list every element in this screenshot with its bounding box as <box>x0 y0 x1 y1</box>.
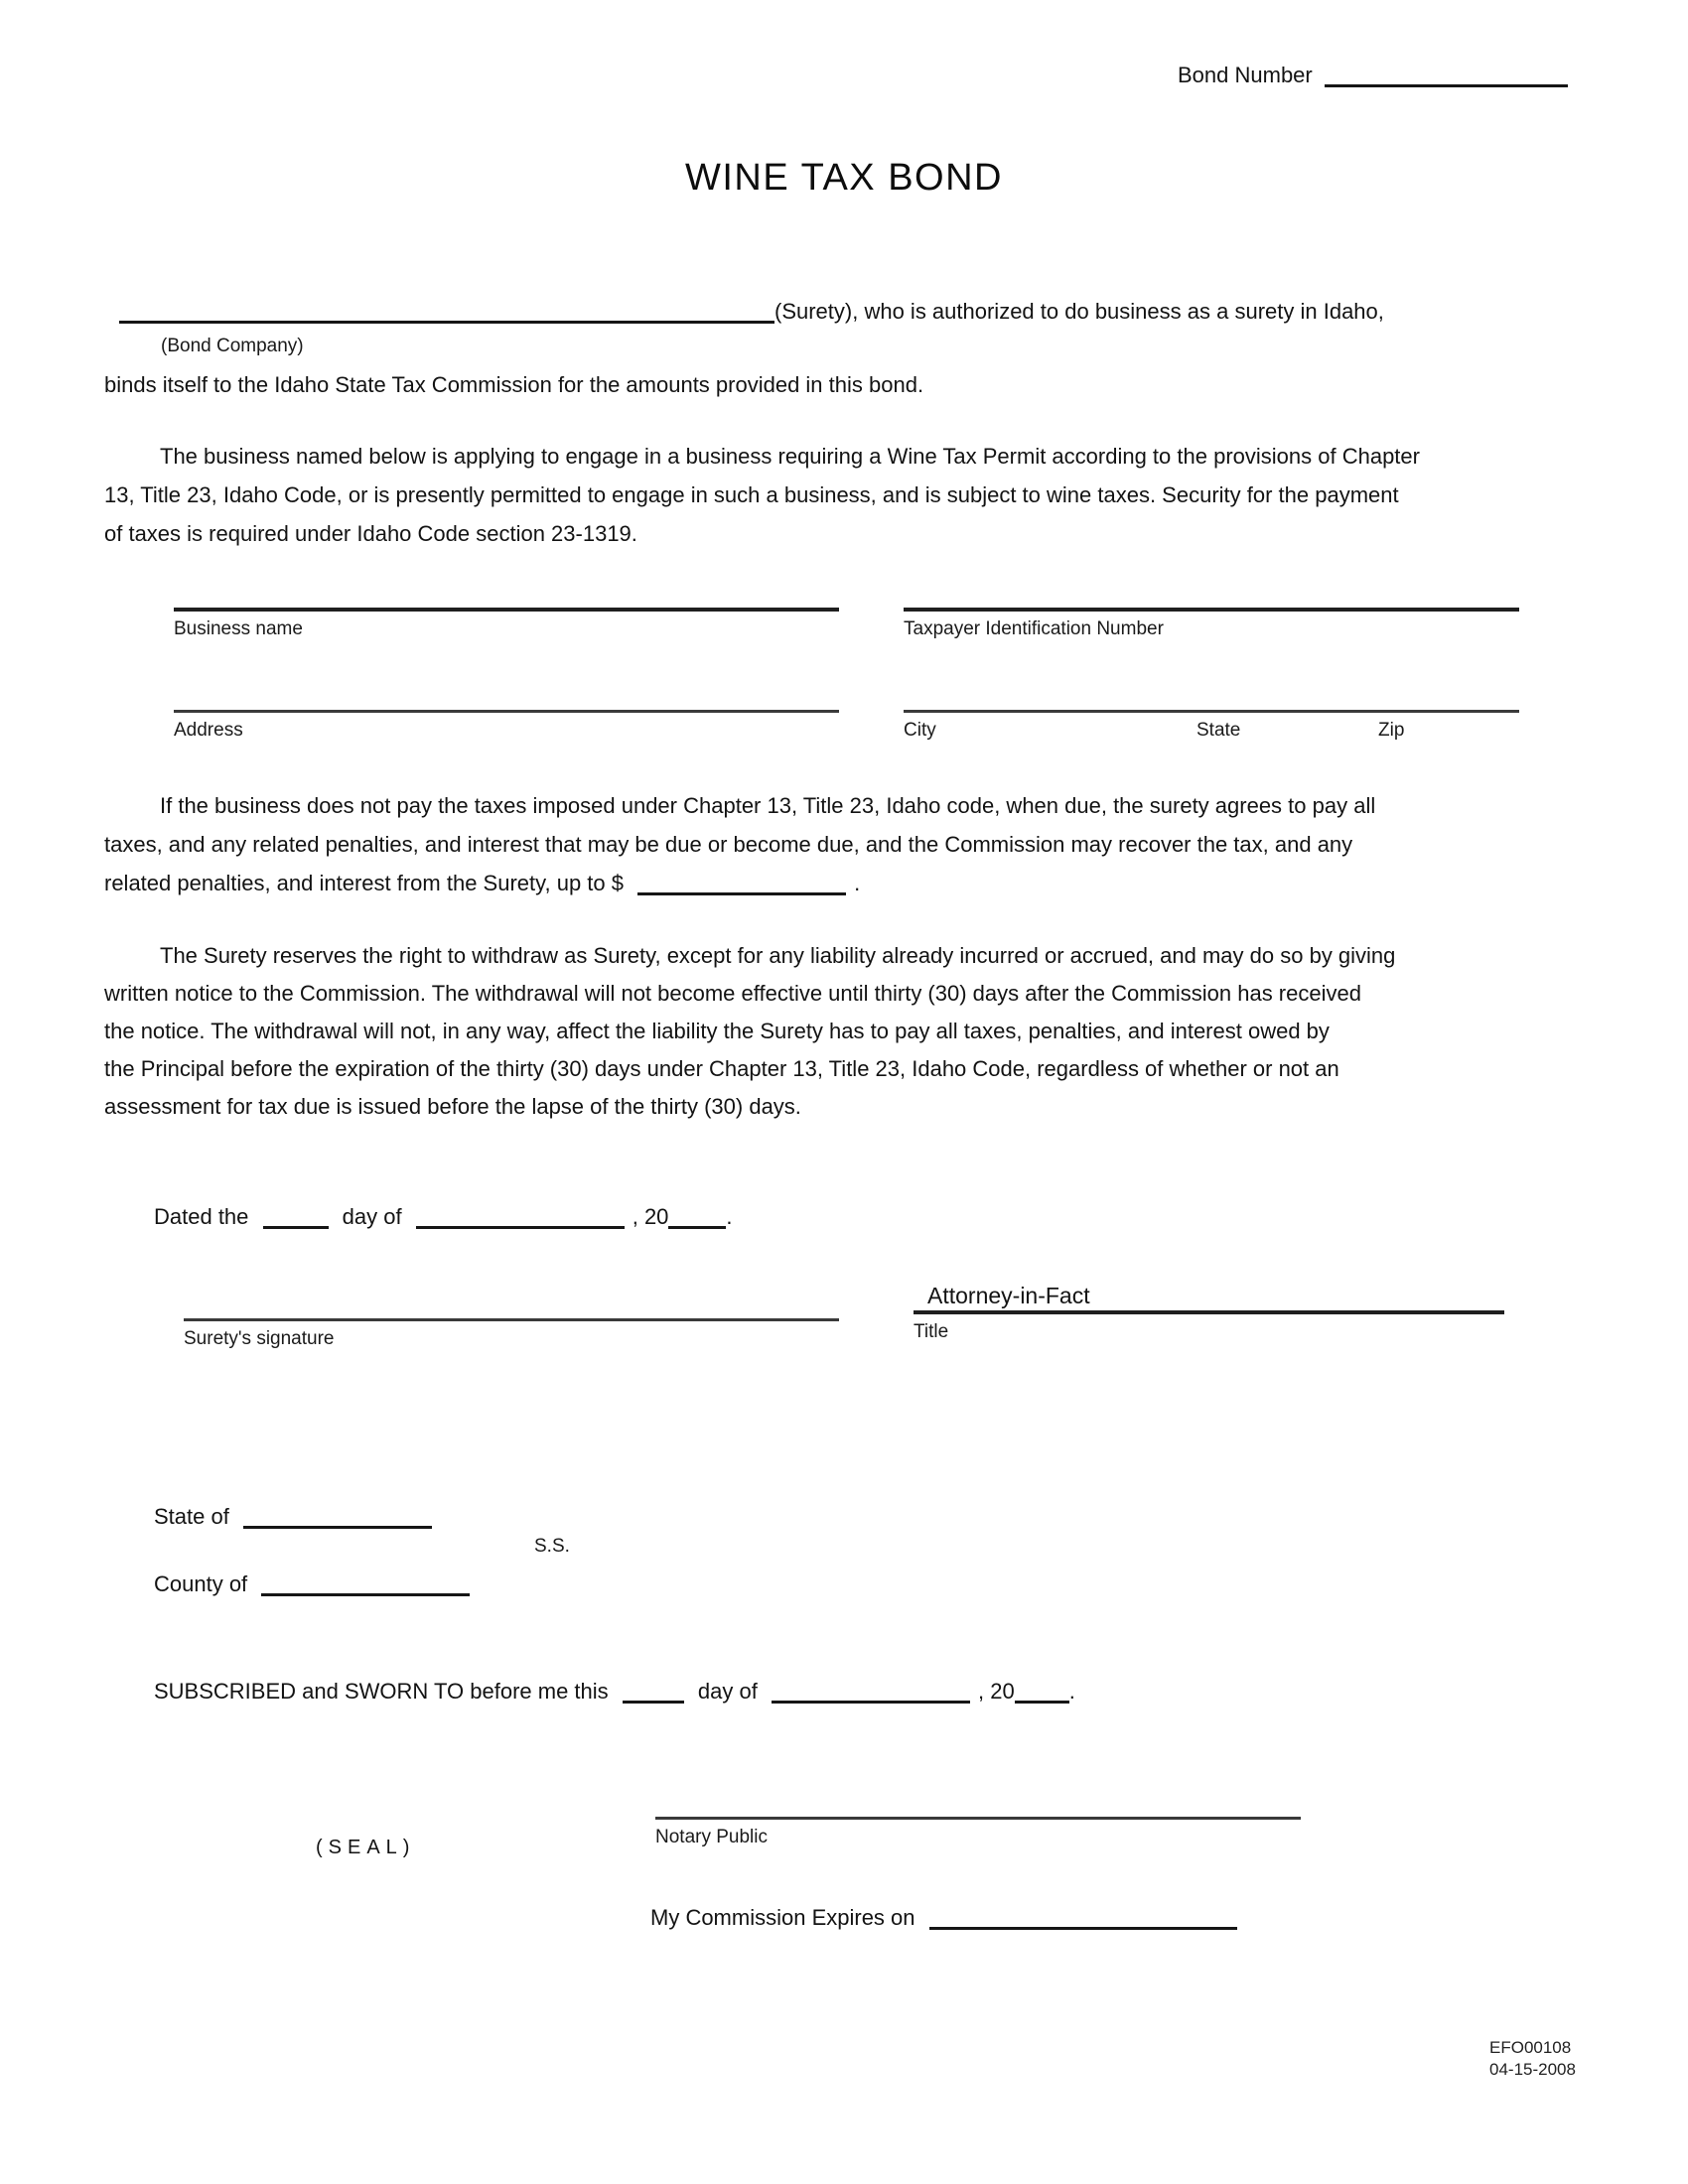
business-name-label: Business name <box>174 618 303 639</box>
subscribed-period: . <box>1068 1679 1075 1704</box>
attorney-in-fact-text: Attorney-in-Fact <box>927 1283 1090 1308</box>
dated-day-input-line[interactable] <box>263 1224 329 1229</box>
paragraph-line: written notice to the Commission. The withdrawal will not become effective until thirty (30) days after the Commission has received <box>104 981 1361 1006</box>
bond-company-input-line[interactable] <box>119 319 774 324</box>
bond-company-caption: (Bond Company) <box>161 336 304 356</box>
form-footer <box>1489 2037 1576 2081</box>
revision-date: 04-15-2008 <box>1489 2060 1576 2079</box>
state-of-label: State of <box>154 1504 229 1529</box>
business-name-input-line[interactable] <box>174 608 839 612</box>
paragraph-line-text: related penalties, and interest from the Surety, up to $ <box>104 871 625 895</box>
dated-day-of: day of <box>342 1204 402 1229</box>
subscribed-day-input-line[interactable] <box>623 1699 684 1704</box>
paragraph-line: assessment for tax due is issued before the lapse of the thirty (30) days. <box>104 1094 801 1119</box>
dated-year-prefix: , 20 <box>632 1204 669 1229</box>
form-number: EFO00108 <box>1489 2038 1572 2057</box>
subscribed-month-input-line[interactable] <box>772 1699 970 1704</box>
dated-month-input-line[interactable] <box>416 1224 625 1229</box>
city-label: City <box>904 720 936 741</box>
paragraph-line: The Surety reserves the right to withdraw as Surety, except for any liability already incurred or accrued, and may do so by giving <box>160 943 1396 968</box>
paragraph-line: of taxes is required under Idaho Code section 23-1319. <box>104 521 637 546</box>
title-field <box>914 1283 1504 1343</box>
surety-signature-input-line[interactable] <box>184 1318 839 1321</box>
dated-prefix: Dated the <box>154 1204 249 1229</box>
county-of-label: County of <box>154 1571 248 1596</box>
commission-expires-label: My Commission Expires on <box>650 1905 915 1930</box>
subscribed-prefix: SUBSCRIBED and SWORN TO before me this <box>154 1679 609 1704</box>
surety-clause-row <box>119 292 1384 331</box>
state-label: State <box>1196 720 1241 741</box>
taxpayer-id-label: Taxpayer Identification Number <box>904 618 1164 639</box>
dated-row <box>154 1197 733 1236</box>
subscribed-year-input-line[interactable] <box>1015 1699 1069 1704</box>
dated-period: . <box>726 1204 733 1229</box>
notary-public-field <box>655 1817 1301 1848</box>
seal-label: (SEAL) <box>316 1837 416 1858</box>
paragraph-line: If the business does not pay the taxes imposed under Chapter 13, Title 23, Idaho code, when due, the surety agrees to pay all <box>160 793 1376 818</box>
taxpayer-id-input-line[interactable] <box>904 608 1519 612</box>
subscribed-row <box>154 1672 1075 1710</box>
zip-label: Zip <box>1378 720 1405 741</box>
bond-number-row <box>1178 56 1568 94</box>
address-label: Address <box>174 720 243 741</box>
subscribed-day-of: day of <box>697 1679 758 1704</box>
surety-signature-label: Surety's signature <box>184 1328 335 1349</box>
paragraph-line: the Principal before the expiration of the thirty (30) days under Chapter 13, Title 23, Idaho Code, regardless of whether or not an <box>104 1056 1339 1081</box>
state-of-input-line[interactable] <box>243 1524 432 1529</box>
paragraph-line: The business named below is applying to engage in a business requiring a Wine Tax Permit according to the provisions of Chapter <box>160 444 1420 469</box>
title-label: Title <box>914 1321 949 1342</box>
paragraph-line: taxes, and any related penalties, and interest that may be due or become due, and the Commission may recover the tax, and any <box>104 832 1353 857</box>
commission-expires-row <box>650 1898 1245 1937</box>
dated-year-input-line[interactable] <box>668 1224 726 1229</box>
notary-public-input-line[interactable] <box>655 1817 1301 1820</box>
paragraph-line <box>104 864 1375 902</box>
bond-number-label: Bond Number <box>1178 63 1313 87</box>
bond-amount-input-line[interactable] <box>637 890 846 895</box>
business-name-field <box>174 608 839 640</box>
paragraph-line: 13, Title 23, Idaho Code, or is presently permitted to engage in such a business, and is subject to wine taxes. Security for the payment <box>104 482 1399 507</box>
surety-clause-text: (Surety), who is authorized to do business as a surety in Idaho, <box>774 299 1384 324</box>
ss-label: S.S. <box>534 1536 570 1557</box>
title-input-line[interactable] <box>914 1310 1504 1314</box>
county-of-row <box>154 1565 478 1603</box>
commission-expires-input-line[interactable] <box>929 1925 1237 1930</box>
paragraph-nonpayment <box>104 786 1375 902</box>
address-input-line[interactable] <box>174 710 839 713</box>
subscribed-year-prefix: , 20 <box>977 1679 1015 1704</box>
form-title: WINE TAX BOND <box>684 157 1003 199</box>
paragraph-line-tail: . <box>854 871 861 895</box>
binds-clause-text: binds itself to the Idaho State Tax Commission for the amounts provided in this bond. <box>104 372 924 397</box>
county-of-input-line[interactable] <box>261 1591 470 1596</box>
paragraph-applying <box>104 437 1420 553</box>
bond-number-input-line[interactable] <box>1325 82 1568 87</box>
paragraph-withdrawal <box>104 937 1395 1126</box>
notary-public-label: Notary Public <box>655 1827 768 1847</box>
state-of-row <box>154 1497 440 1536</box>
city-state-zip-field <box>904 710 1519 739</box>
surety-signature-field <box>184 1318 839 1350</box>
paragraph-line: the notice. The withdrawal will not, in any way, affect the liability the Surety has to pay all taxes, penalties, and interest owed by <box>104 1019 1330 1043</box>
address-field <box>174 710 839 742</box>
taxpayer-id-field <box>904 608 1519 640</box>
